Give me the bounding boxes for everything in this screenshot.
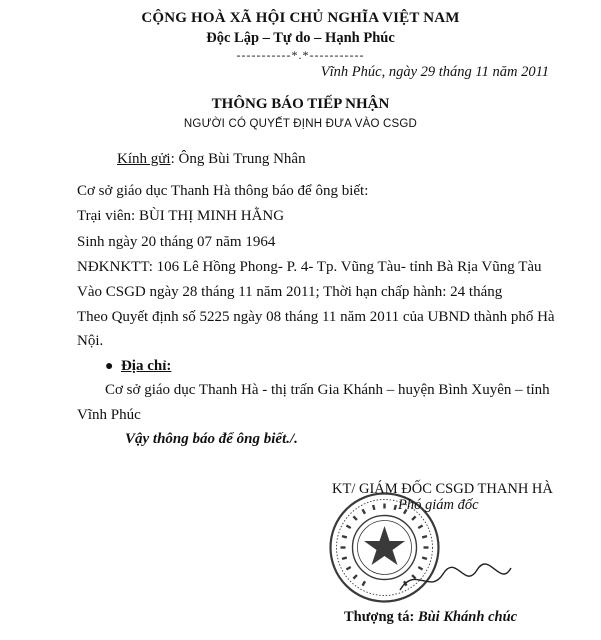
address-label: Địa chỉ: bbox=[120, 358, 172, 374]
national-motto: Độc Lập – Tự do – Hạnh Phúc bbox=[206, 30, 395, 46]
vao-csgd-line: Vào CSGD ngày 28 tháng 11 năm 2011; Thời hạn chấp hành: 24 tháng bbox=[77, 284, 503, 300]
document-subtitle: NGƯỜI CÓ QUYẾT ĐỊNH ĐƯA VÀO CSGD bbox=[183, 118, 418, 130]
ndknktt-line: NĐKNKTT: 106 Lê Hồng Phong- P. 4- Tp. Vũng Tàu- tỉnh Bà Rịa Vũng Tàu bbox=[77, 259, 542, 275]
signatory-fullname: Bùi Khánh chúc bbox=[417, 609, 518, 625]
decision-line-2: Nội. bbox=[77, 333, 104, 349]
trai-vien-line: Trại viên: BÙI THỊ MINH HẰNG bbox=[77, 208, 285, 224]
signature-position: Phó giám đốc bbox=[398, 497, 479, 513]
bullet-icon: ● bbox=[105, 359, 114, 374]
kinh-gui-recipient: : Ông Bùi Trung Nhân bbox=[170, 151, 306, 167]
header-separator: -----------*.*----------- bbox=[236, 48, 365, 62]
signature-scribble-icon bbox=[395, 560, 515, 600]
national-header: CỘNG HOÀ XÃ HỘI CHỦ NGHĨA VIỆT NAM bbox=[141, 10, 460, 26]
address-heading bbox=[105, 358, 171, 375]
closing-line: Vậy thông báo để ông biết./. bbox=[125, 431, 298, 447]
address-line-1: Cơ sở giáo dục Thanh Hà - thị trấn Gia Khánh – huyện Bình Xuyên – tỉnh bbox=[105, 382, 550, 398]
birth-date-line: Sinh ngày 20 tháng 07 năm 1964 bbox=[77, 234, 276, 250]
document-title: THÔNG BÁO TIẾP NHẬN bbox=[211, 96, 390, 112]
kinh-gui-label: Kính gửi bbox=[117, 151, 171, 167]
dateline: Vĩnh Phúc, ngày 29 tháng 11 năm 2011 bbox=[320, 64, 549, 80]
signatory-rank: Thượng tá: bbox=[344, 609, 418, 625]
decision-line-1: Theo Quyết định số 5225 ngày 08 tháng 11 năm 2011 của UBND thành phố Hà bbox=[77, 309, 555, 325]
kinh-gui-line bbox=[117, 151, 306, 168]
intro-line: Cơ sở giáo dục Thanh Hà thông báo để ông biết: bbox=[77, 183, 369, 199]
address-line-2: Vĩnh Phúc bbox=[77, 407, 141, 423]
signature-authority: KT/ GIÁM ĐỐC CSGD THANH HÀ bbox=[332, 481, 553, 497]
signatory-name bbox=[344, 609, 517, 626]
